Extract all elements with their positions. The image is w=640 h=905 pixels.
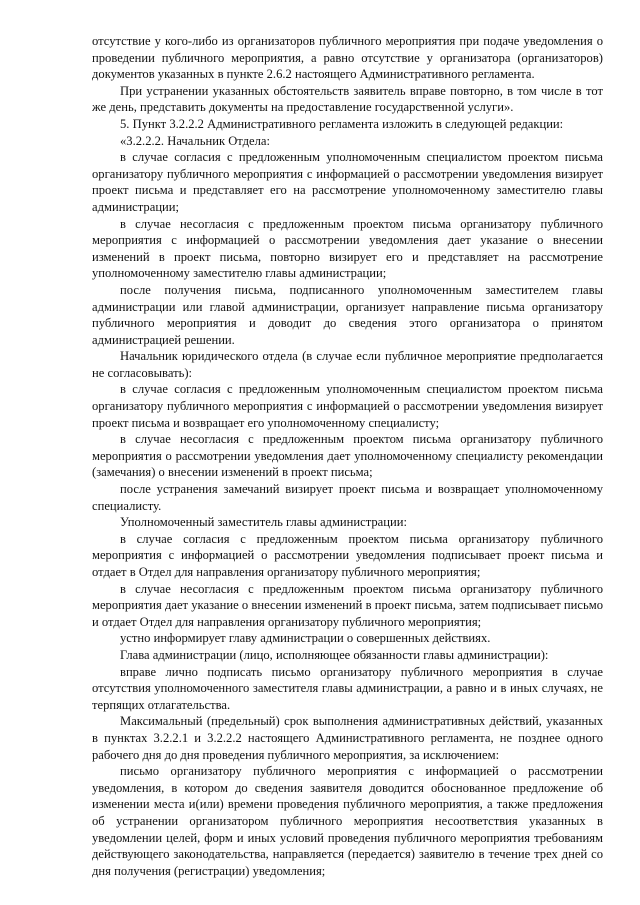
- paragraph-7: после получения письма, подписанного уполномоченным заместителем главы администрации или главой администрации, организует направление письма организатору публичного мероприятия и доводит до сведения этого организатора о принятом администрацией решении.: [92, 282, 603, 347]
- paragraph-5: в случае согласия с предложенным уполномоченным специалистом проектом письма организатору публичного мероприятия с информацией о рассмотрении уведомления визирует проект письма и представляет его на рассмотрение уполномоченному заместителю главы администрации;: [92, 150, 603, 214]
- paragraph-6: в случае несогласия с предложенным проектом письма организатору публичного мероприятия с информацией о рассмотрении уведомления дает указание о внесении изменений в проект письма, повторно визирует его и представляет на рассмотрение уполномоченному заместителю главы администрации;: [92, 216, 603, 281]
- paragraph-14: в случае несогласия с предложенным проектом письма организатору публичного мероприятия дает указание о внесении изменений в проект письма, затем подписывает письмо и отдает Отдел для направления организатору публичного мероприятия;: [92, 581, 603, 629]
- paragraph-10: в случае несогласия с предложенным проектом письма организатору публичного мероприятия о рассмотрении уведомления дает уполномоченному специалисту рекомендации (замечания) о внесении изменений в проект письма;: [92, 432, 603, 480]
- paragraph-2: При устранении указанных обстоятельств заявитель вправе повторно, в том числе в тот же день, представить документы на предоставление государственной услуги».: [92, 83, 603, 115]
- paragraph-18: Максимальный (предельный) срок выполнения административных действий, указанных в пунктах 3.2.2.1 и 3.2.2.2 настоящего Административного регламента, не позднее одного рабочего дня до дня проведения публичного мероприятия, за исключением:: [92, 714, 603, 762]
- paragraph-12: Уполномоченный заместитель главы администрации:: [120, 515, 407, 530]
- paragraph-3: 5. Пункт 3.2.2.2 Административного регламента изложить в следующей редакции:: [120, 116, 564, 131]
- paragraph-11: после устранения замечаний визирует проект письма и возвращает уполномоченному специалисту.: [92, 482, 603, 513]
- paragraph-17: вправе лично подписать письмо организатору публичного мероприятия в случае отсутствия уполномоченного заместителя главы администрации, а равно и в иных случаях, не терпящих отлагательства.: [92, 664, 603, 712]
- paragraph-19: письмо организатору публичного мероприятия с информацией о рассмотрении уведомления, в котором до сведения заявителя доводится обоснованное предложение об изменении места и(или) времени проведения публичного мероприятия, а также предложения об устранении организатором публичного мероприятия несоответствия указанных в уведомлении целей, форм и иных условий проведения публичного мероприятия требованиям действующего законодательства, направляется (передается) заявителю в течение трех дней со дня получения (регистрации) уведомления;: [92, 764, 603, 878]
- paragraph-8: Начальник юридического отдела (в случае если публичное мероприятие предполагается не согласовывать):: [92, 349, 603, 380]
- paragraph-1: отсутствие у кого-либо из организаторов публичного мероприятия при подаче уведомления о проведении публичного мероприятия, а равно отсутствие у организатора (организаторов) документов указанных в пункте 2.6.2 настоящего Административного регламента.: [92, 34, 603, 82]
- paragraph-13: в случае согласия с предложенным проектом письма организатору публичного мероприятия с информацией о рассмотрении уведомления подписывает проект письма и отдает в Отдел для направления организатору публичного мероприятия;: [92, 531, 603, 579]
- paragraph-4: «3.2.2.2. Начальник Отдела:: [120, 133, 271, 148]
- paragraph-9: в случае согласия с предложенным уполномоченным специалистом проектом письма организатору публичного мероприятия с информацией о рассмотрении уведомления визирует проект письма и возвращает его уполномоченному специалисту;: [92, 382, 603, 430]
- paragraph-16: Глава администрации (лицо, исполняющее обязанности главы администрации):: [120, 647, 549, 662]
- paragraph-15: устно информирует главу администрации о совершенных действиях.: [120, 631, 491, 646]
